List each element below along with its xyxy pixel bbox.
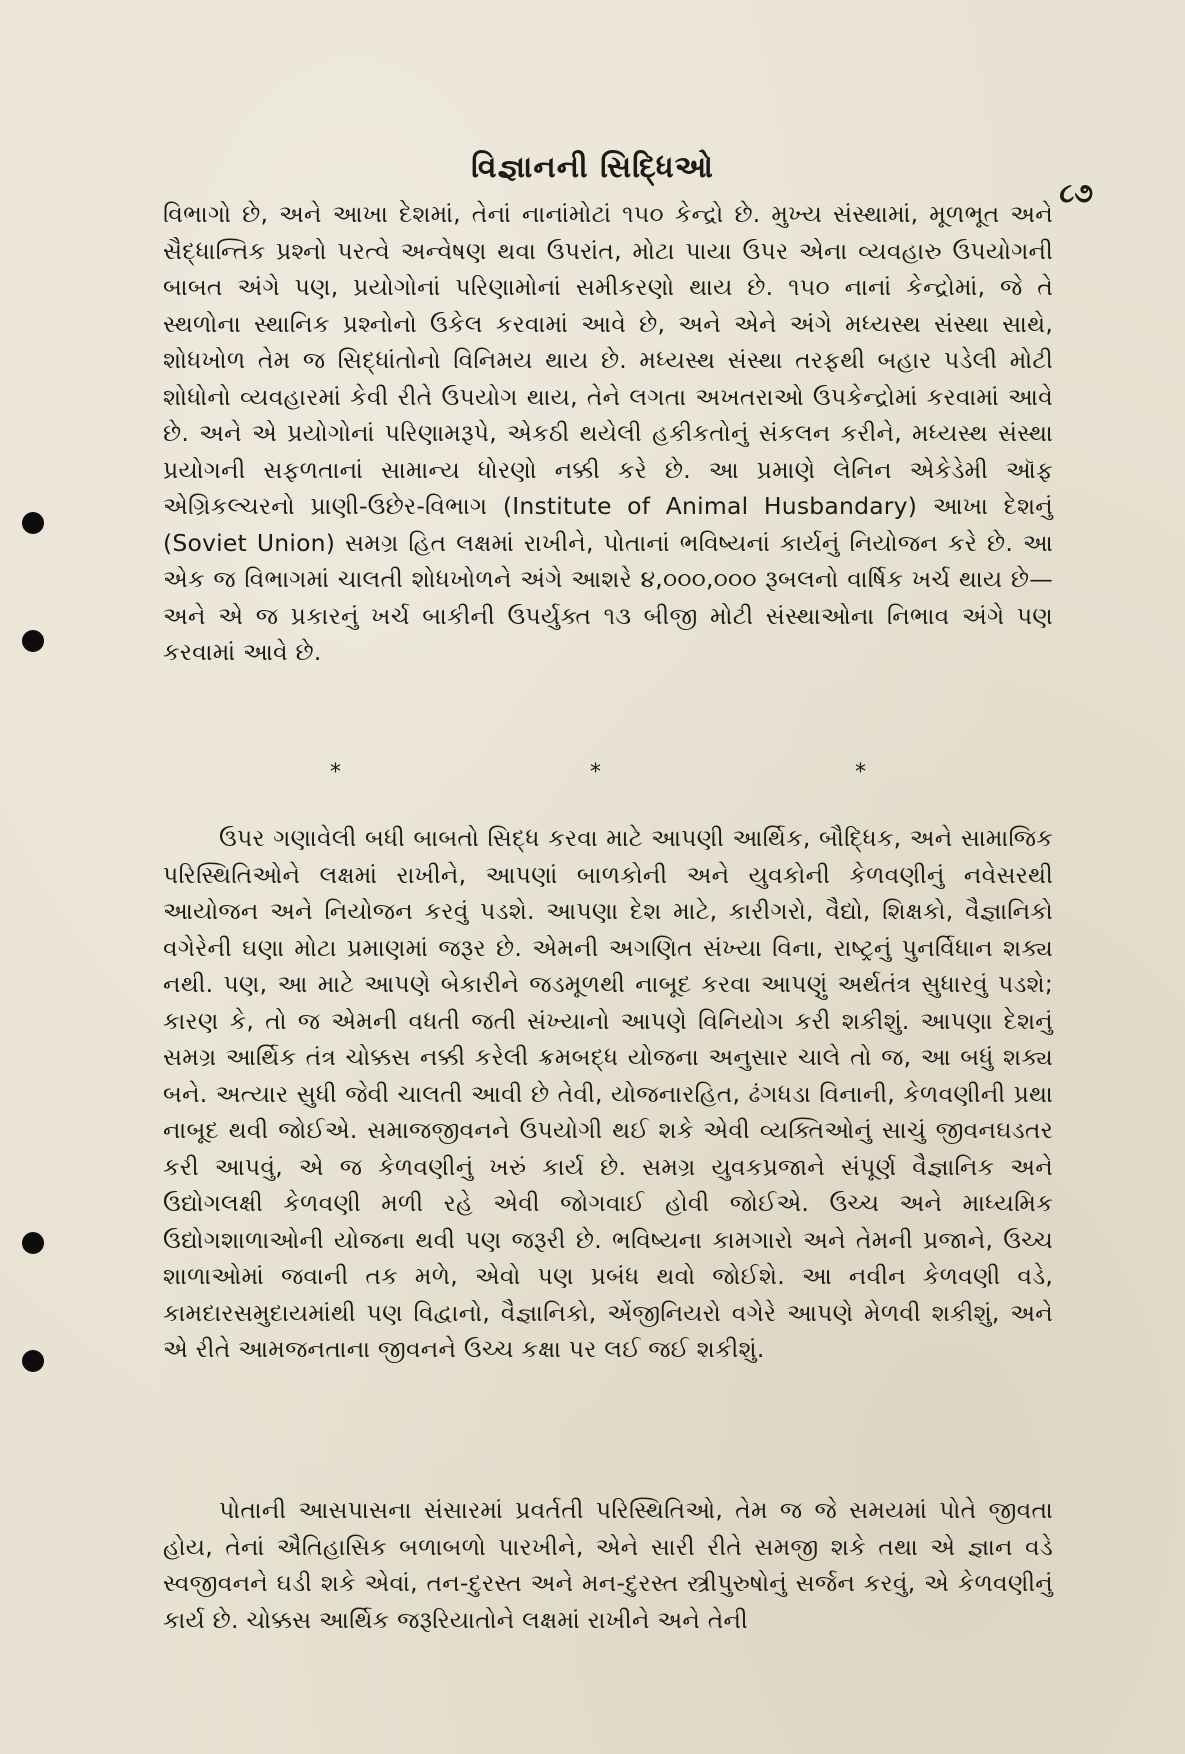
paragraph: વિભાગો છે, અને આખા દેશમાં, તેનાં નાનાંમોટાં ૧૫૦ કેન્દ્રો છે. મુખ્ય સંસ્થામાં, મૂળભૂત અને સૈદ્ધાન્તિક પ્રશ્નો પરત્વે અન્વેષણ થવા ઉપરાંત, મોટા પાયા ઉપર એના વ્યવહારુ ઉપયોગની બાબત અંગે પણ, પ્રયોગોનાં પરિણામોનાં સમીકરણો થાય છે. ૧૫૦ નાનાં કેન્દ્રોમાં, જે તે સ્થળોના સ્થાનિક પ્રશ્નોનો ઉકેલ કરવામાં આવે છે, અને એને અંગે મધ્યસ્થ સંસ્થા સાથે, શોધખોળ તેમ જ સિદ્ધાંતોનો વિનિમય થાય છે. મધ્યસ્થ સંસ્થા તરફથી બહાર પડેલી મોટી શોધોનો વ્યવહારમાં કેવી રીતે ઉપયોગ થાય, તેને લગતા અખતરાઓ ઉપકેન્દ્રોમાં કરવામાં આવે છે. અને એ પ્રયોગોનાં પરિણામરૂપે, એકઠી થયેલી હકીકતોનું સંકલન કરીને, મધ્યસ્થ સંસ્થા પ્રયોગની સફળતાનાં સામાન્ય ધોરણો નક્કી કરે છે. આ પ્રમાણે લેનિન એકેડેમી ઑફ એગ્રિકલ્ચરનો પ્રાણી-ઉછેર-વિભાગ (Institute of Animal Husbandary) આખા દેશનું (Soviet Union) સમગ્ર હિત લક્ષમાં રાખીને, પોતાનાં ભવિષ્યનાં કાર્યનું નિયોજન કરે છે. આ એક જ વિભાગમાં ચાલતી શોધખોળને અંગે આશરે ૪,૦૦૦,૦૦૦ રૂબલનો વાર્ષિક ખર્ચ થાય છે—અને એ જ પ્રકારનું ખર્ચ બાકીની ઉપર્યુક્ત ૧૩ બીજી મોટી સંસ્થાઓના નિભાવ અંગે પણ કરવામાં આવે છે. xyxy=(163,200,1053,666)
binding-hole xyxy=(22,512,44,534)
binding-hole xyxy=(22,630,44,652)
binding-hole xyxy=(22,1350,44,1372)
running-title: વિજ્ઞાનની સિદ્ધિઓ xyxy=(471,150,714,185)
separator-star: * xyxy=(590,760,601,785)
page-number: ૮૭ xyxy=(1059,178,1093,209)
separator-star: * xyxy=(855,760,866,785)
binding-hole xyxy=(22,1232,44,1254)
paragraph: પોતાની આસપાસના સંસારમાં પ્રવર્તતી પરિસ્થિતિઓ, તેમ જ જે સમયમાં પોતે જીવતા હોય, તેનાં ઐતિહાસિક બળાબળો પારખીને, એને સારી રીતે સમજી શકે તથા એ જ્ઞાન વડે સ્વજીવનને ઘડી શકે એવાં, તન-દુરસ્ત અને મન-દુરસ્ત સ્ત્રીપુરુષોનું સર્જન કરવું, એ કેળવણીનું કાર્ય છે. ચોક્કસ આર્થિક જરૂરિયાતોને લક્ષમાં રાખીને અને તેની xyxy=(163,1496,1053,1634)
separator-star: * xyxy=(330,760,341,785)
paragraph: ઉપર ગણાવેલી બધી બાબતો સિદ્ધ કરવા માટે આપણી આર્થિક, બૌદ્ધિક, અને સામાજિક પરિસ્થિતિઓને લક્ષમાં રાખીને, આપણાં બાળકોની અને યુવકોની કેળવણીનું નવેસરથી આયોજન અને નિયોજન કરવું પડશે. આપણા દેશ માટે, કારીગરો, વૈદ્યો, શિક્ષકો, વૈજ્ઞાનિકો વગેરેની ઘણા મોટા પ્રમાણમાં જરૂર છે. એમની અગણિત સંખ્યા વિના, રાષ્ટ્રનું પુનર્વિધાન શક્ય નથી. પણ, આ માટે આપણે બેકારીને જડમૂળથી નાબૂદ કરવા આપણું અર્થતંત્ર સુધારવું પડશે; કારણ કે, તો જ એમની વધતી જતી સંખ્યાનો આપણે વિનિયોગ કરી શકીશું. આપણા દેશનું સમગ્ર આર્થિક તંત્ર ચોક્કસ નક્કી કરેલી ક્રમબદ્ધ યોજના અનુસાર ચાલે તો જ, આ બધું શક્ય બને. અત્યાર સુધી જેવી ચાલતી આવી છે તેવી, યોજનારહિત, ઢંગધડા વિનાની, કેળવણીની પ્રથા નાબૂદ થવી જોઈએ. સમાજજીવનને ઉપયોગી થઈ શકે એવી વ્યક્તિઓનું સાચું જીવનઘડતર કરી આપવું, એ જ કેળવણીનું ખરું કાર્ય છે. સમગ્ર યુવકપ્રજાને સંપૂર્ણ વૈજ્ઞાનિક અને ઉદ્યોગલક્ષી કેળવણી મળી રહે એવી જોગવાઈ હોવી જોઈએ. ઉચ્ચ અને માધ્યમિક ઉદ્યોગશાળાઓની યોજના થવી પણ જરૂરી છે. ભવિષ્યના કામગારો અને તેમની પ્રજાને, ઉચ્ચ શાળાઓમાં જવાની તક મળે, એવો પણ પ્રબંધ થવો જોઈશે. આ નવીન કેળવણી વડે, કામદારસમુદાયમાંથી પણ વિદ્વાનો, વૈજ્ઞાનિકો, એંજીનિયરો વગેરે આપણે મેળવી શકીશું, અને એ રીતે આમજનતાના જીવનને ઉચ્ચ કક્ષા પર લઈ જઈ શકીશું. xyxy=(163,824,1053,1363)
